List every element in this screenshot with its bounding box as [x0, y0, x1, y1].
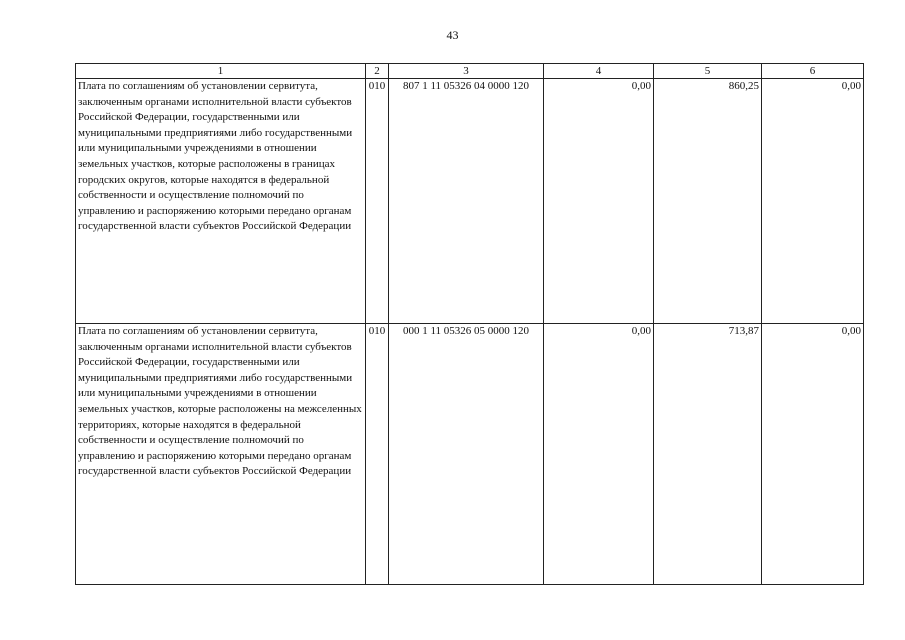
table-row: [76, 79, 864, 324]
budget-table: [75, 63, 864, 585]
page-number: 43: [446, 28, 459, 42]
row-col-2: 010: [366, 324, 389, 585]
row-col-6: 0,00: [762, 324, 864, 585]
header-col-2: 2: [366, 64, 389, 79]
row-col-5: 860,25: [654, 79, 762, 324]
row-col-2: 010: [366, 79, 389, 324]
row-col-4: 0,00: [544, 324, 654, 585]
header-col-5: 5: [654, 64, 762, 79]
header-row: [76, 64, 864, 79]
row-col-4: 0,00: [544, 79, 654, 324]
row-name: Плата по соглашениям об установлении сервитута, заключенным органами исполнительной власти субъектов Российской Федерации, государственными или муниципальными предприятиями либо государственными или муниципальными учреждениями в отношении земельных участков, которые расположены на межселенных территориях, которые находятся в федеральной собственности и осуществление полномочий по управлению и распоряжению которыми передано органам государственной власти субъектов Российской Федерации: [76, 324, 366, 585]
table-row: [76, 324, 864, 585]
header-col-4: 4: [544, 64, 654, 79]
header-col-6: 6: [762, 64, 864, 79]
row-col-3: 807 1 11 05326 04 0000 120: [389, 79, 544, 324]
row-col-5: 713,87: [654, 324, 762, 585]
row-col-3: 000 1 11 05326 05 0000 120: [389, 324, 544, 585]
row-name: Плата по соглашениям об установлении сервитута, заключенным органами исполнительной власти субъектов Российской Федерации, государственными или муниципальными предприятиями либо государственными или муниципальными учреждениями в отношении земельных участков, которые расположены в границах городских округов, которые находятся в федеральной собственности и осуществление полномочий по управлению и распоряжению которыми передано органам государственной власти субъектов Российской Федерации: [76, 79, 366, 324]
header-col-1: 1: [76, 64, 366, 79]
header-col-3: 3: [389, 64, 544, 79]
row-col-6: 0,00: [762, 79, 864, 324]
